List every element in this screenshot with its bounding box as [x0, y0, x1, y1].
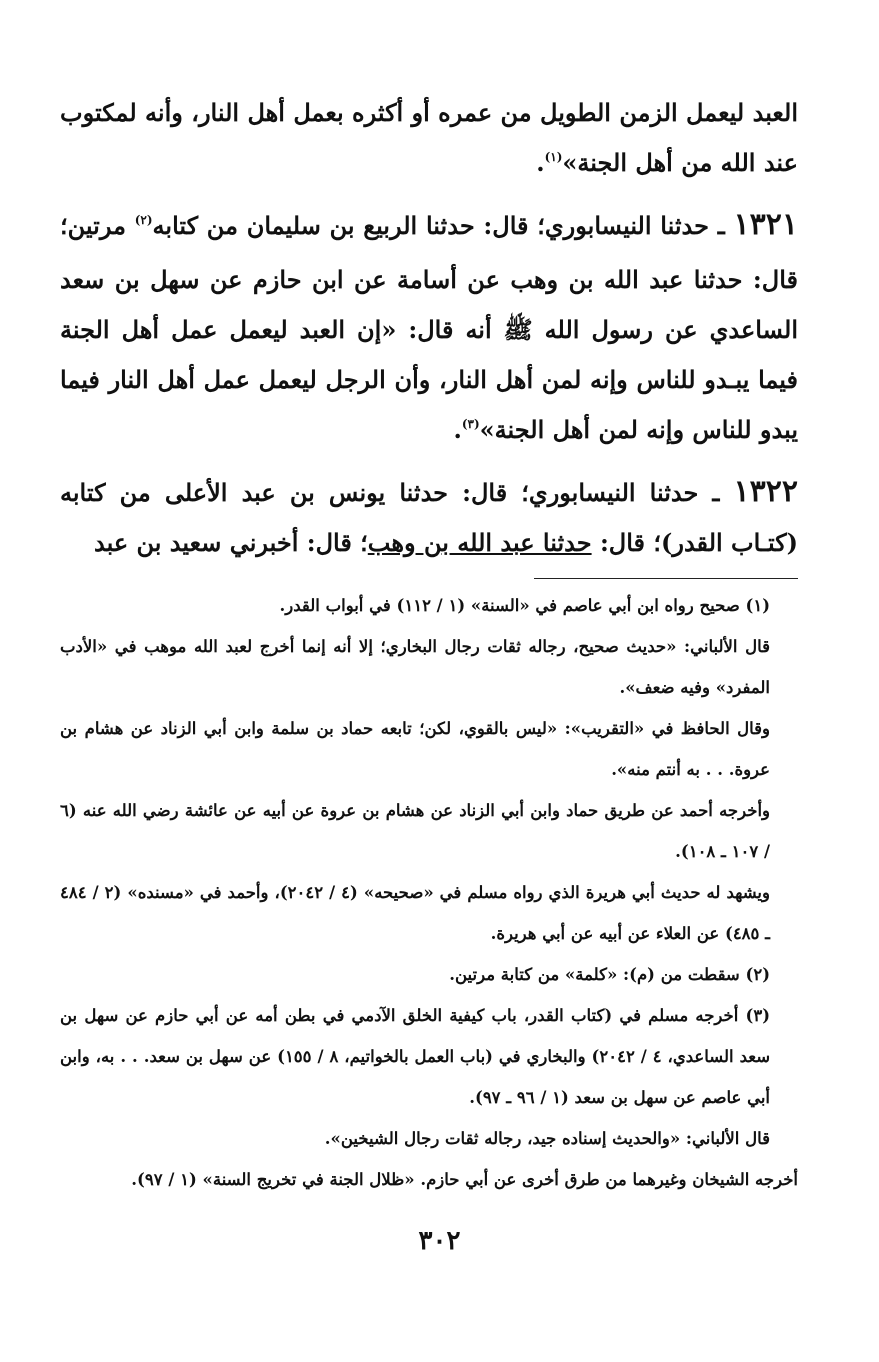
- hadith-number-1322: ١٣٢٢: [733, 474, 798, 509]
- hadith-1321: [60, 200, 798, 459]
- hadith-1321-text-a: ـ حدثنا النيسابوري؛ قال: حدثنا الربيع بن سليمان من كتابه: [152, 211, 734, 240]
- footnote: ويشهد له حديث أبي هريرة الذي رواه مسلم في «صحيحه» (٤ / ٢٠٤٢)، وأحمد في «مسنده» (٢ / ٤٨٤ ـ ٤٨٥) عن العلاء عن أبيه عن أبي هريرة.: [60, 883, 770, 943]
- paragraph-continuation: [60, 88, 798, 192]
- hadith-1322-text-a: ـ حدثنا النيسابوري؛ قال: حدثنا يونس بن عبد الأعلى من كتابه (كتـاب القدر)؛ قال:: [60, 478, 798, 557]
- footnote-ref-3: (٣): [461, 417, 480, 431]
- hadith-number-1321: ١٣٢١: [733, 207, 798, 242]
- footnote-ref-1: (١): [544, 150, 563, 164]
- hadith-1321-end: .: [453, 415, 462, 444]
- paragraph-end: .: [536, 148, 545, 177]
- footnote: (٢) سقطت من (م): «كلمة» من كتابة مرتين.: [449, 965, 770, 984]
- footnote: أخرجه الشيخان وغيرهما من طرق أخرى عن أبي حازم. «ظلال الجنة في تخريج السنة» (١ / ٩٧).: [131, 1170, 798, 1189]
- hadith-1322-text-b: ؛ قال: أخبرني سعيد بن عبد: [93, 528, 368, 557]
- page-content: [60, 88, 798, 1200]
- footnote: قال الألباني: «والحديث إسناده جيد، رجاله ثقات رجال الشيخين».: [324, 1129, 770, 1148]
- paragraph-text: العبد ليعمل الزمن الطويل من عمره أو أكثره بعمل أهل النار، وأنه لمكتوب عند الله من أهل الجنة»: [60, 98, 798, 177]
- footnote: (٣) أخرجه مسلم في (كتاب القدر، باب كيفية الخلق الآدمي في بطن أمه عن أبي حازم عن سهل بن سعد الساعدي، ٤ / ٢٠٤٢) والبخاري في (باب العمل بالخواتيم، ٨ / ١٥٥) عن سهل بن سعد. . . به، وابن أبي عاصم عن سهل بن سعد (١ / ٩٦ ـ ٩٧).: [60, 1006, 771, 1107]
- footnote-ref-2: (٢): [134, 213, 153, 227]
- footnote: (١) صحيح رواه ابن أبي عاصم في «السنة» (١ / ١١٢) في أبواب القدر.: [279, 596, 770, 615]
- footnote: قال الألباني: «حديث صحيح، رجاله ثقات رجال البخاري؛ إلا أنه إنما أخرج لعبد الله موهب في «الأدب المفرد» وفيه ضعف».: [60, 637, 770, 697]
- footnote: وأخرجه أحمد عن طريق حماد وابن أبي الزناد عن هشام بن عروة عن أبيه عن عائشة رضي الله عنه (٦ / ١٠٧ ـ ١٠٨).: [60, 801, 770, 861]
- hadith-1321-text-b: مرتين؛ قال: حدثنا عبد الله بن وهب عن أسامة عن ابن حازم عن سهل بن سعد الساعدي عن رسول الله ﷺ أنه قال: «إن العبد ليعمل عمل أهل الجنة فيما يبـدو للناس وإنه لمن أهل النار، وأن الرجل ليعمل عمل أهل النار فيما يبدو للناس وإنه لمن أهل الجنة»: [60, 211, 798, 444]
- hadith-1322-underlined: حدثنا عبد الله بن وهب: [367, 528, 592, 557]
- footnotes: [60, 585, 798, 1200]
- page-number: ٣٠٢: [418, 1226, 461, 1256]
- footnote: وقال الحافظ في «التقريب»: «ليس بالقوي، لكن؛ تابعه حماد بن سلمة وابن أبي الزناد عن هشام بن عروة. . . به أنتم منه».: [60, 719, 770, 779]
- main-text: [60, 88, 798, 568]
- hadith-1322: [60, 467, 798, 568]
- footnote-separator: [534, 578, 798, 579]
